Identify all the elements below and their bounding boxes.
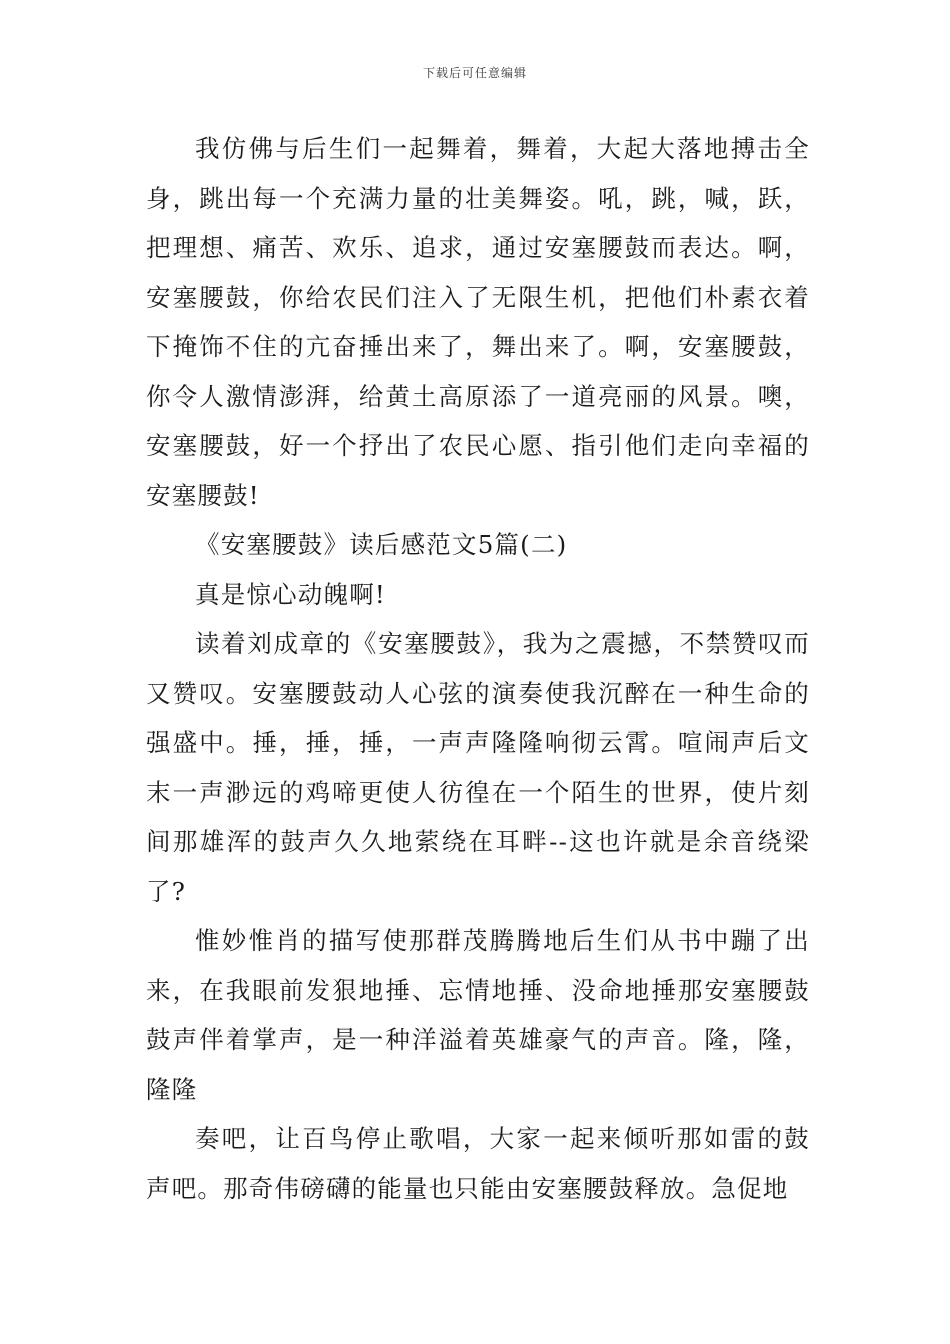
document-body bbox=[146, 124, 810, 1213]
paragraph-play: 奏吧，让百鸟停止歌唱，大家一起来倾听那如雷的鼓声吧。那奇伟磅礴的能量也只能由安塞腰鼓释放。急促地 bbox=[146, 1124, 810, 1203]
section-heading: 《安塞腰鼓》读后感范文5篇(二) bbox=[195, 530, 568, 559]
paragraph-exclamation: 真是惊心动魄啊! bbox=[195, 579, 386, 609]
header-note: 下载后可任意编辑 bbox=[422, 66, 527, 80]
paragraph-reading: 读着刘成章的《安塞腰鼓》，我为之震撼，不禁赞叹而又赞叹。安塞腰鼓动人心弦的演奏使我沉醉在一种生命的强盛中。捶，捶，捶，一声声隆隆响彻云霄。喧闹声后文末一声渺远的鸡啼更使人彷徨在一个陌生的世界，使片刻间那雄浑的鼓声久久地萦绕在耳畔--这也许就是余音绕梁了? bbox=[146, 629, 810, 906]
paragraph-dance: 我仿佛与后生们一起舞着，舞着，大起大落地搏击全身，跳出每一个充满力量的壮美舞姿。吼，跳，喊，跃，把理想、痛苦、欢乐、追求，通过安塞腰鼓而表达。啊，安塞腰鼓，你给农民们注入了无限生机，把他们朴素衣着下掩饰不住的亢奋捶出来了，舞出来了。啊，安塞腰鼓，你令人激情澎湃，给黄土高原添了一道亮丽的风景。噢，安塞腰鼓，好一个抒出了农民心愿、指引他们走向幸福的安塞腰鼓! bbox=[146, 134, 810, 510]
paragraph-description: 惟妙惟肖的描写使那群茂腾腾地后生们从书中蹦了出来，在我眼前发狠地捶、忘情地捶、没命地捶那安塞腰鼓鼓声伴着掌声，是一种洋溢着英雄豪气的声音。隆，隆，隆隆 bbox=[146, 926, 810, 1104]
